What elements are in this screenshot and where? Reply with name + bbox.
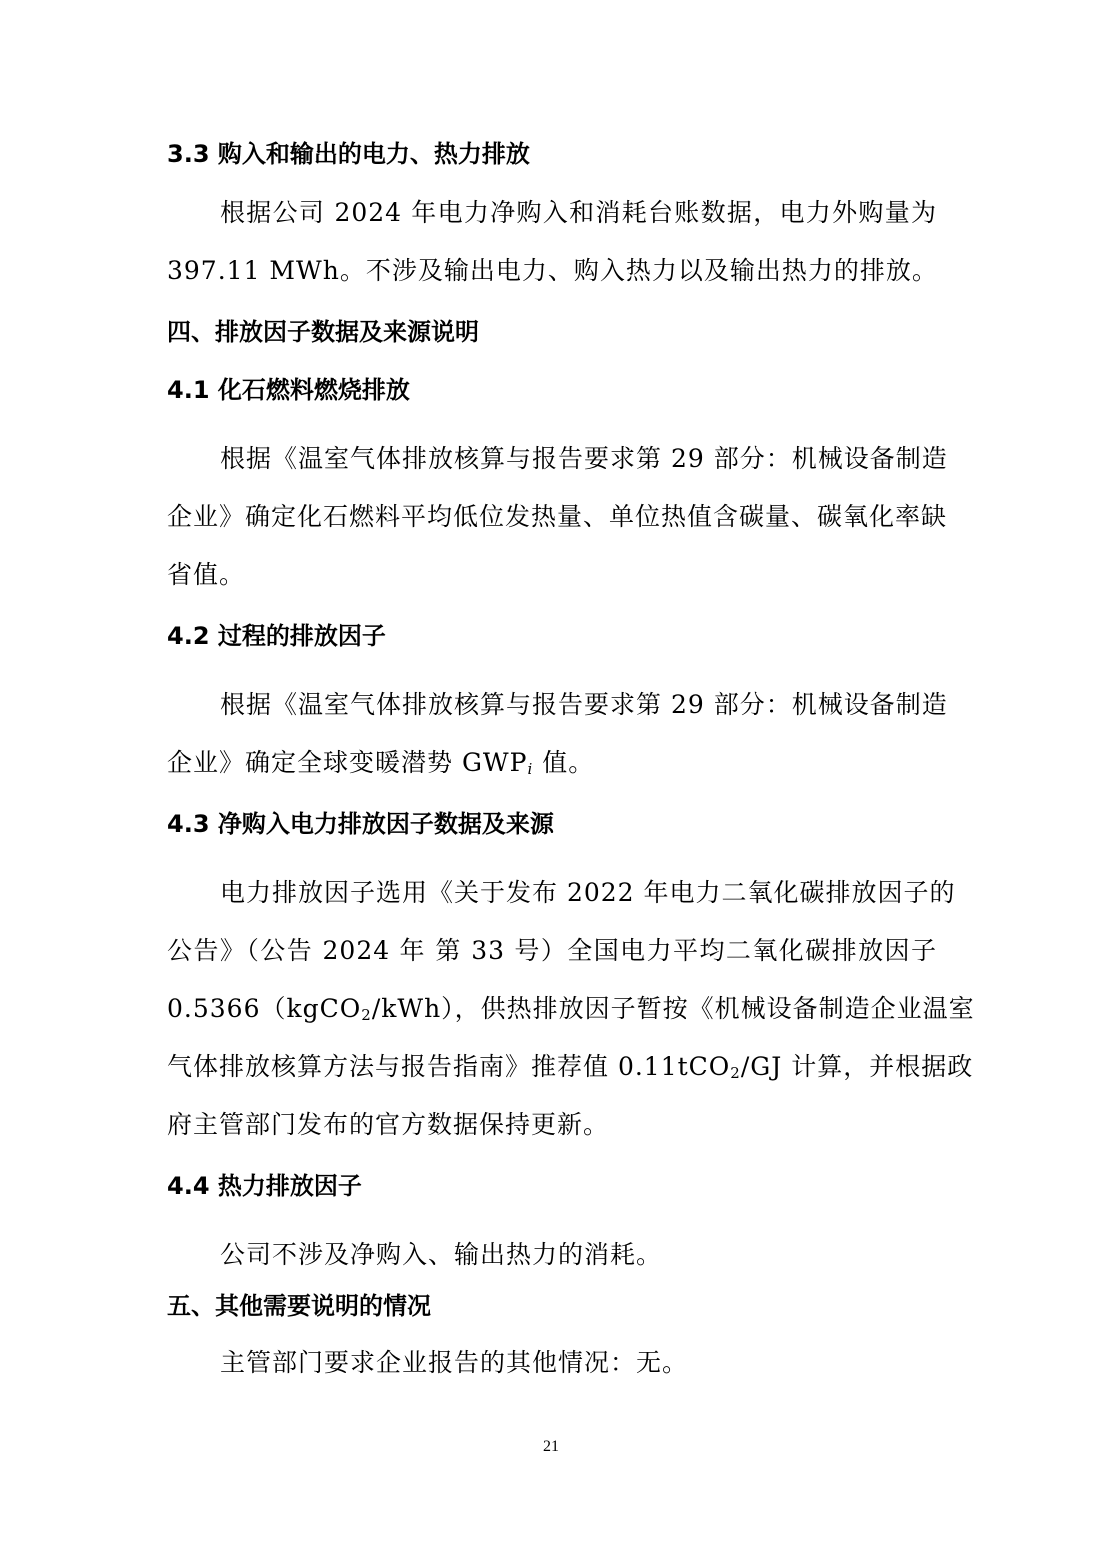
text-run: /GJ 计算，并根据政 xyxy=(740,1052,974,1081)
page-number: 21 xyxy=(543,1438,559,1455)
subscript-2: 2 xyxy=(730,1064,741,1082)
heading-section-4: 四、排放因子数据及来源说明 xyxy=(167,318,479,346)
paragraph-line: 企业》确定化石燃料平均低位发热量、单位热值含碳量、碳氧化率缺 xyxy=(167,502,948,531)
paragraph-line xyxy=(167,1038,974,1096)
paragraph-line: 府主管部门发布的官方数据保持更新。 xyxy=(167,1110,610,1139)
paragraph-line: 公司不涉及净购入、输出热力的消耗。 xyxy=(220,1240,663,1269)
heading-4-1: 4.1 化石燃料燃烧排放 xyxy=(167,376,410,404)
text-run: 0.5366（kgCO xyxy=(167,994,362,1023)
heading-4-2: 4.2 过程的排放因子 xyxy=(167,622,386,650)
paragraph-line: 397.11 MWh。不涉及输出电力、购入热力以及输出热力的排放。 xyxy=(167,256,938,285)
paragraph-line xyxy=(167,734,937,792)
paragraph-line xyxy=(167,980,975,1038)
subscript-2: 2 xyxy=(361,1006,372,1024)
paragraph-line: 根据《温室气体排放核算与报告要求第 29 部分：机械设备制造 xyxy=(220,690,948,719)
heading-4-3: 4.3 净购入电力排放因子数据及来源 xyxy=(167,810,554,838)
heading-4-4: 4.4 热力排放因子 xyxy=(167,1172,362,1200)
text-run: /kWh），供热排放因子暂按《机械设备制造企业温室 xyxy=(371,994,975,1023)
text-run: 企业》确定全球变暖潜势 GWP xyxy=(167,748,528,777)
paragraph-line: 根据公司 2024 年电力净购入和消耗台账数据，电力外购量为 xyxy=(220,198,937,227)
text-run: 值。 xyxy=(533,748,595,777)
text-run: 气体排放核算方法与报告指南》推荐值 0.11tCO xyxy=(167,1052,731,1081)
paragraph-4-2 xyxy=(167,676,948,792)
paragraph-4-1 xyxy=(167,430,948,604)
paragraph-5 xyxy=(167,1334,937,1392)
paragraph-4-3 xyxy=(167,864,975,1154)
paragraph-line: 电力排放因子选用《关于发布 2022 年电力二氧化碳排放因子的 xyxy=(220,878,956,907)
paragraph-4-4 xyxy=(167,1226,937,1284)
paragraph-3-3 xyxy=(167,184,937,300)
paragraph-line: 根据《温室气体排放核算与报告要求第 29 部分：机械设备制造 xyxy=(220,444,948,473)
paragraph-line: 省值。 xyxy=(167,560,246,589)
paragraph-line: 主管部门要求企业报告的其他情况：无。 xyxy=(220,1348,689,1377)
paragraph-line: 公告》（公告 2024 年 第 33 号）全国电力平均二氧化碳排放因子 xyxy=(167,936,937,965)
subscript-i: i xyxy=(527,760,534,778)
heading-3-3: 3.3 购入和输出的电力、热力排放 xyxy=(167,140,530,168)
heading-section-5: 五、其他需要说明的情况 xyxy=(167,1292,431,1320)
